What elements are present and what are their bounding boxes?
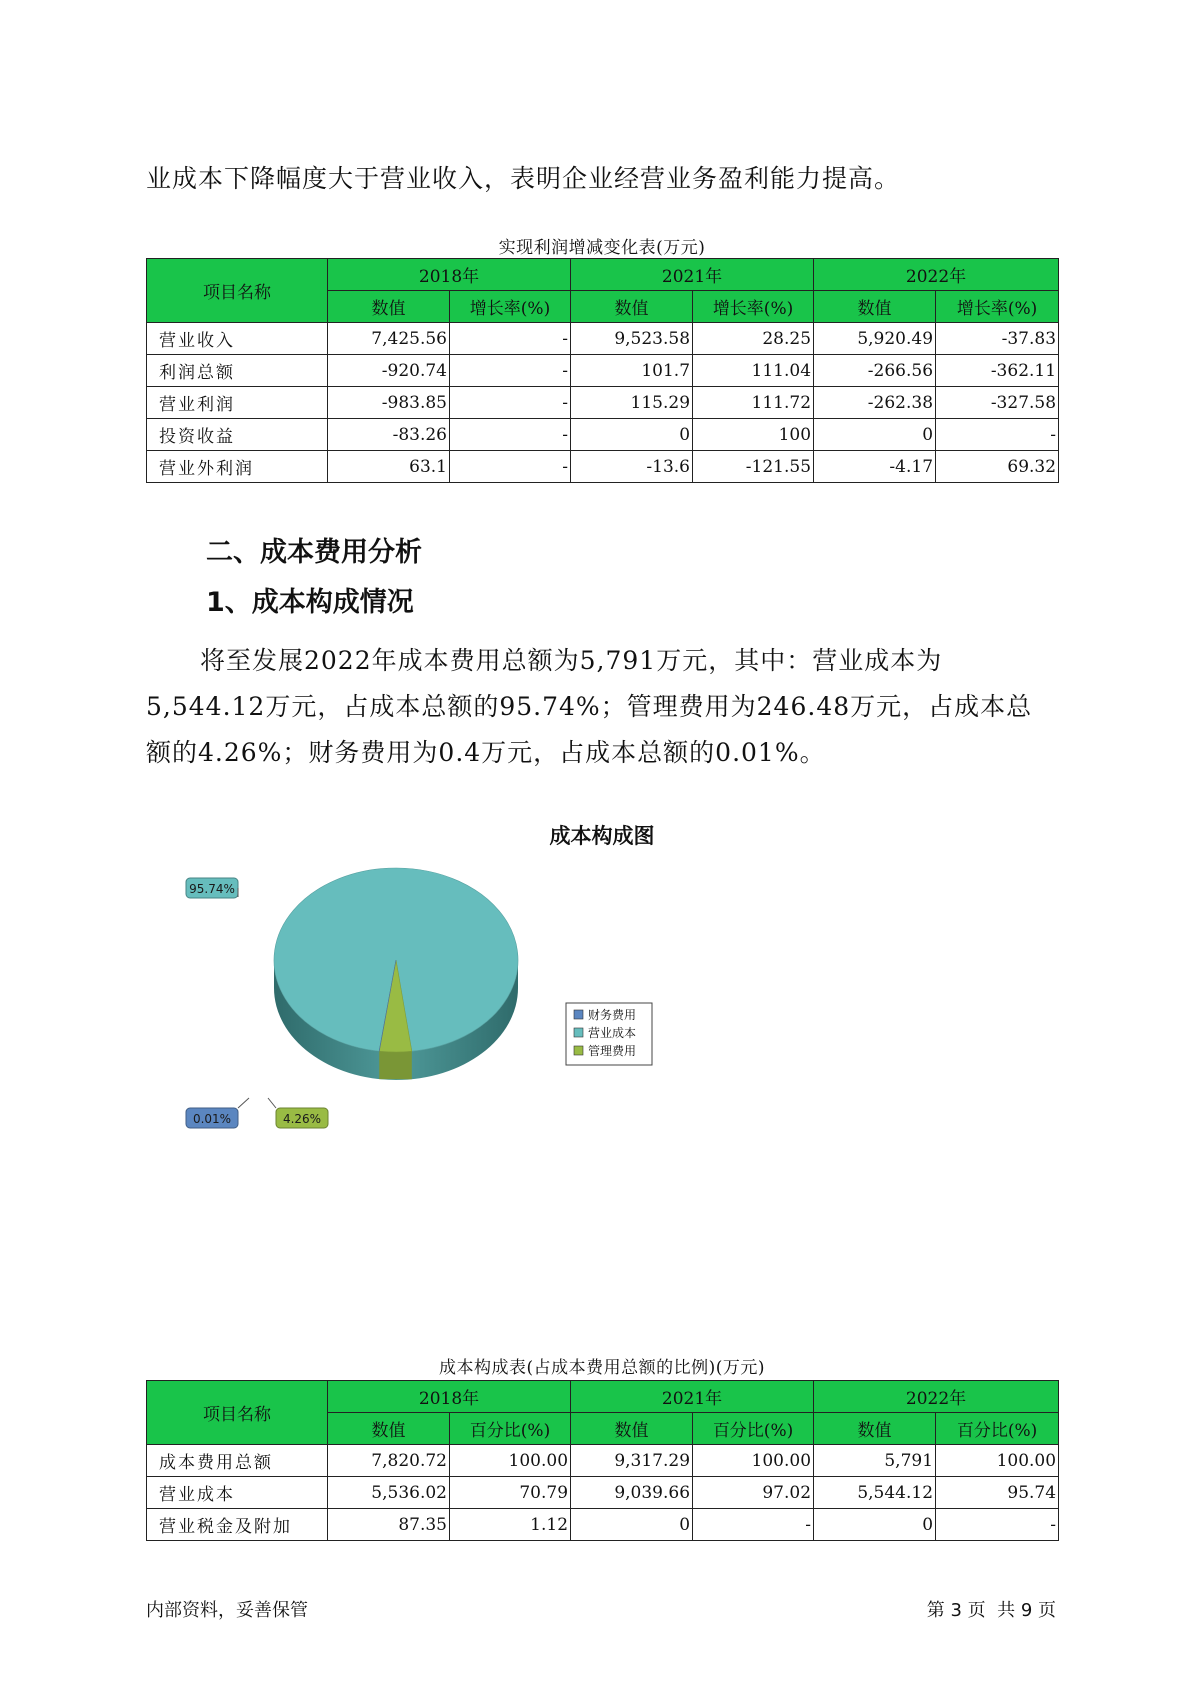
cost-name-header: 项目名称: [147, 1381, 328, 1445]
table-cell: 95.74: [936, 1477, 1059, 1509]
table-cell: 97.02: [693, 1477, 814, 1509]
pie-chart: [146, 860, 1046, 1160]
legend-swatch: [574, 1010, 583, 1019]
table-cell: -83.26: [328, 419, 450, 451]
table-cell: -13.6: [571, 451, 693, 483]
table-cell: 100.00: [936, 1445, 1059, 1477]
table-cell: -4.17: [814, 451, 936, 483]
table-cell: 28.25: [693, 323, 814, 355]
table-row: [147, 1509, 1059, 1541]
table-cell: 101.7: [571, 355, 693, 387]
row-name: 营业利润: [147, 387, 328, 419]
profit-table: [146, 258, 1059, 483]
table-cell: 100.00: [450, 1445, 571, 1477]
table-cell: 5,791: [814, 1445, 936, 1477]
profit-year-header: 2022年: [814, 259, 1059, 291]
table-row: [147, 419, 1059, 451]
cost-sub-header: 数值: [814, 1413, 936, 1445]
table-cell: -: [450, 387, 571, 419]
footer-left: 内部资料，妥善保管: [146, 1600, 308, 1621]
table-cell: -121.55: [693, 451, 814, 483]
table-cell: 9,039.66: [571, 1477, 693, 1509]
table-cell: -: [693, 1509, 814, 1541]
pie-data-label: [186, 1108, 238, 1128]
table-cell: 1.12: [450, 1509, 571, 1541]
profit-year-header: 2021年: [571, 259, 814, 291]
table-cell: 9,317.29: [571, 1445, 693, 1477]
table-cell: -920.74: [328, 355, 450, 387]
table-cell: -37.83: [936, 323, 1059, 355]
profit-year-header: 2018年: [328, 259, 571, 291]
cost-year-header: 2018年: [328, 1381, 571, 1413]
chart-title: 成本构成图: [549, 824, 655, 848]
cost-table: [146, 1380, 1059, 1541]
table-cell: 70.79: [450, 1477, 571, 1509]
pie-data-label: [276, 1108, 328, 1128]
profit-sub-header: 数值: [328, 291, 450, 323]
table-cell: -262.38: [814, 387, 936, 419]
svg-text:4.26%: 4.26%: [282, 1112, 322, 1126]
legend-label: 财务费用: [588, 1008, 637, 1022]
pie-leader-line: [238, 1098, 249, 1108]
table-cell: 5,920.49: [814, 323, 936, 355]
body-paragraph: 将至发展2022年成本费用总额为5,791万元，其中：营业成本为5,544.12万元，占成本总额的95.74%；管理费用为246.48万元，占成本总额的4.26%；财务费用为0.4万元，占成本总额的0.01%。: [146, 646, 1033, 767]
table-cell: 7,820.72: [328, 1445, 450, 1477]
table-cell: 0: [814, 1509, 936, 1541]
table-row: [147, 387, 1059, 419]
pie-data-label: [186, 878, 238, 898]
profit-sub-header: 增长率(%): [450, 291, 571, 323]
table-cell: 63.1: [328, 451, 450, 483]
cost-sub-header: 百分比(%): [450, 1413, 571, 1445]
table-cell: -: [936, 419, 1059, 451]
profit-sub-header: 增长率(%): [693, 291, 814, 323]
svg-text:95.74%: 95.74%: [189, 882, 235, 896]
section-heading: 二、成本费用分析: [206, 537, 422, 568]
table-cell: 5,544.12: [814, 1477, 936, 1509]
profit-sub-header: 数值: [571, 291, 693, 323]
table-cell: 100: [693, 419, 814, 451]
table-cell: -266.56: [814, 355, 936, 387]
profit-name-header: 项目名称: [147, 259, 328, 323]
legend-swatch: [574, 1046, 583, 1055]
table-cell: 0: [814, 419, 936, 451]
cost-table-caption: 成本构成表(占成本费用总额的比例)(万元): [438, 1358, 766, 1378]
pie-leader-line: [268, 1098, 276, 1108]
table-cell: 7,425.56: [328, 323, 450, 355]
row-name: 成本费用总额: [147, 1445, 328, 1477]
cost-sub-header: 百分比(%): [936, 1413, 1059, 1445]
row-name: 利润总额: [147, 355, 328, 387]
table-cell: 0: [571, 1509, 693, 1541]
profit-table-caption: 实现利润增减变化表(万元): [498, 238, 706, 258]
cost-year-header: 2021年: [571, 1381, 814, 1413]
table-cell: 100.00: [693, 1445, 814, 1477]
table-cell: 111.04: [693, 355, 814, 387]
chart-legend: [566, 1003, 652, 1065]
table-row: [147, 1445, 1059, 1477]
table-cell: 9,523.58: [571, 323, 693, 355]
row-name: 营业税金及附加: [147, 1509, 328, 1541]
row-name: 营业成本: [147, 1477, 328, 1509]
table-row: [147, 451, 1059, 483]
table-cell: -327.58: [936, 387, 1059, 419]
table-cell: -: [450, 355, 571, 387]
table-row: [147, 323, 1059, 355]
table-cell: 5,536.02: [328, 1477, 450, 1509]
table-cell: 69.32: [936, 451, 1059, 483]
intro-paragraph: 业成本下降幅度大于营业收入，表明企业经营业务盈利能力提高。: [146, 164, 901, 193]
cost-sub-header: 百分比(%): [693, 1413, 814, 1445]
profit-sub-header: 增长率(%): [936, 291, 1059, 323]
table-cell: -362.11: [936, 355, 1059, 387]
legend-swatch: [574, 1028, 583, 1037]
table-cell: -983.85: [328, 387, 450, 419]
table-cell: -: [450, 451, 571, 483]
cost-year-header: 2022年: [814, 1381, 1059, 1413]
profit-sub-header: 数值: [814, 291, 936, 323]
table-row: [147, 355, 1059, 387]
pie-slice-side: [379, 1051, 412, 1079]
cost-sub-header: 数值: [571, 1413, 693, 1445]
table-cell: 111.72: [693, 387, 814, 419]
table-row: [147, 1477, 1059, 1509]
subsection-heading: 1、成本构成情况: [206, 587, 414, 618]
table-cell: -: [450, 323, 571, 355]
cost-sub-header: 数值: [328, 1413, 450, 1445]
table-cell: 115.29: [571, 387, 693, 419]
row-name: 营业收入: [147, 323, 328, 355]
footer-page-number: 第 3 页 共 9 页: [926, 1600, 1056, 1621]
row-name: 投资收益: [147, 419, 328, 451]
legend-label: 营业成本: [588, 1026, 637, 1040]
row-name: 营业外利润: [147, 451, 328, 483]
table-cell: -: [936, 1509, 1059, 1541]
svg-text:0.01%: 0.01%: [192, 1112, 232, 1126]
table-cell: 0: [571, 419, 693, 451]
legend-label: 管理费用: [588, 1044, 637, 1058]
table-cell: -: [450, 419, 571, 451]
table-cell: 87.35: [328, 1509, 450, 1541]
